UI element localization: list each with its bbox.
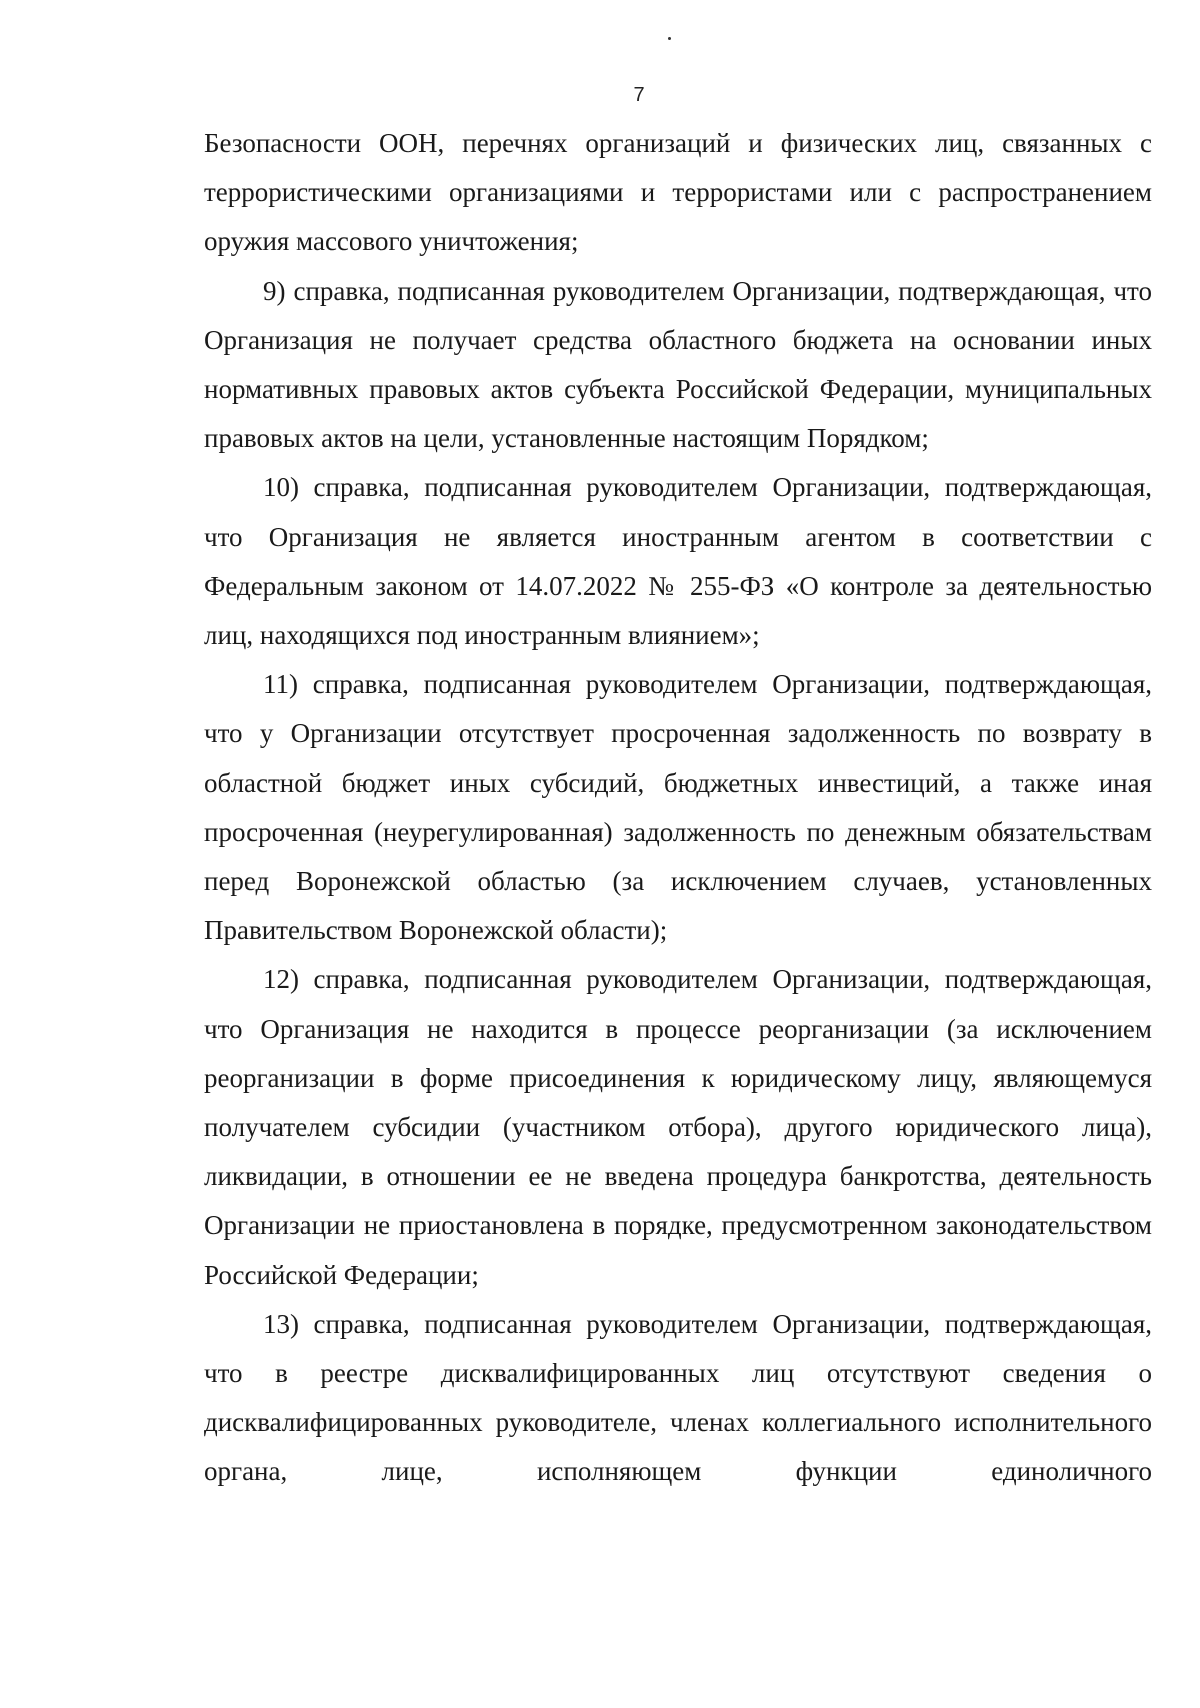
paragraph-item-12: 12) справка, подписанная руководителем Организации, подтверждающая, что Организация не находится в процессе реорганизации (за исключением реорганизации в форме присоединения к юридическому лицу, являющемуся получателем субсидии (участником отбора), другого юридического лица), ликвидации, в отношении ее не введена процедура банкротства, деятельность Организации не приостановлена в порядке, предусмотренном законодательством Российской Федерации; — [204, 964, 1152, 1290]
page-number: 7 — [633, 84, 645, 106]
paragraph-continuation: Безопасности ООН, перечнях организаций и физических лиц, связанных с террористическими организациями и террористами или с распространением оружия массового уничтожения; — [204, 128, 1152, 257]
paragraph-item-10: 10) справка, подписанная руководителем Организации, подтверждающая, что Организация не является иностранным агентом в соответствии с Федеральным законом от 14.07.2022 № 255-ФЗ «О контроле за деятельностью лиц, находящихся под иностранным влиянием»; — [204, 472, 1152, 651]
document-body — [204, 119, 1152, 1497]
paragraph-item-13: 13) справка, подписанная руководителем Организации, подтверждающая, что в реестре дисквалифицированных лиц отсутствуют сведения о дисквалифицированных руководителе, членах коллегиального исполнительного органа, лице, исполняющем функции единоличного — [204, 1308, 1152, 1487]
scan-speck — [668, 37, 671, 40]
paragraph-item-11: 11) справка, подписанная руководителем Организации, подтверждающая, что у Организации отсутствует просроченная задолженность по возврату в областной бюджет иных субсидий, бюджетных инвестиций, а также иная просроченная (неурегулированная) задолженность по денежным обязательствам перед Воронежской областью (за исключением случаев, установленных Правительством Воронежской области); — [204, 669, 1152, 946]
paragraph-item-9: 9) справка, подписанная руководителем Организации, подтверждающая, что Организация не получает средства областного бюджета на основании иных нормативных правовых актов субъекта Российской Федерации, муниципальных правовых актов на цели, установленные настоящим Порядком; — [204, 275, 1152, 454]
